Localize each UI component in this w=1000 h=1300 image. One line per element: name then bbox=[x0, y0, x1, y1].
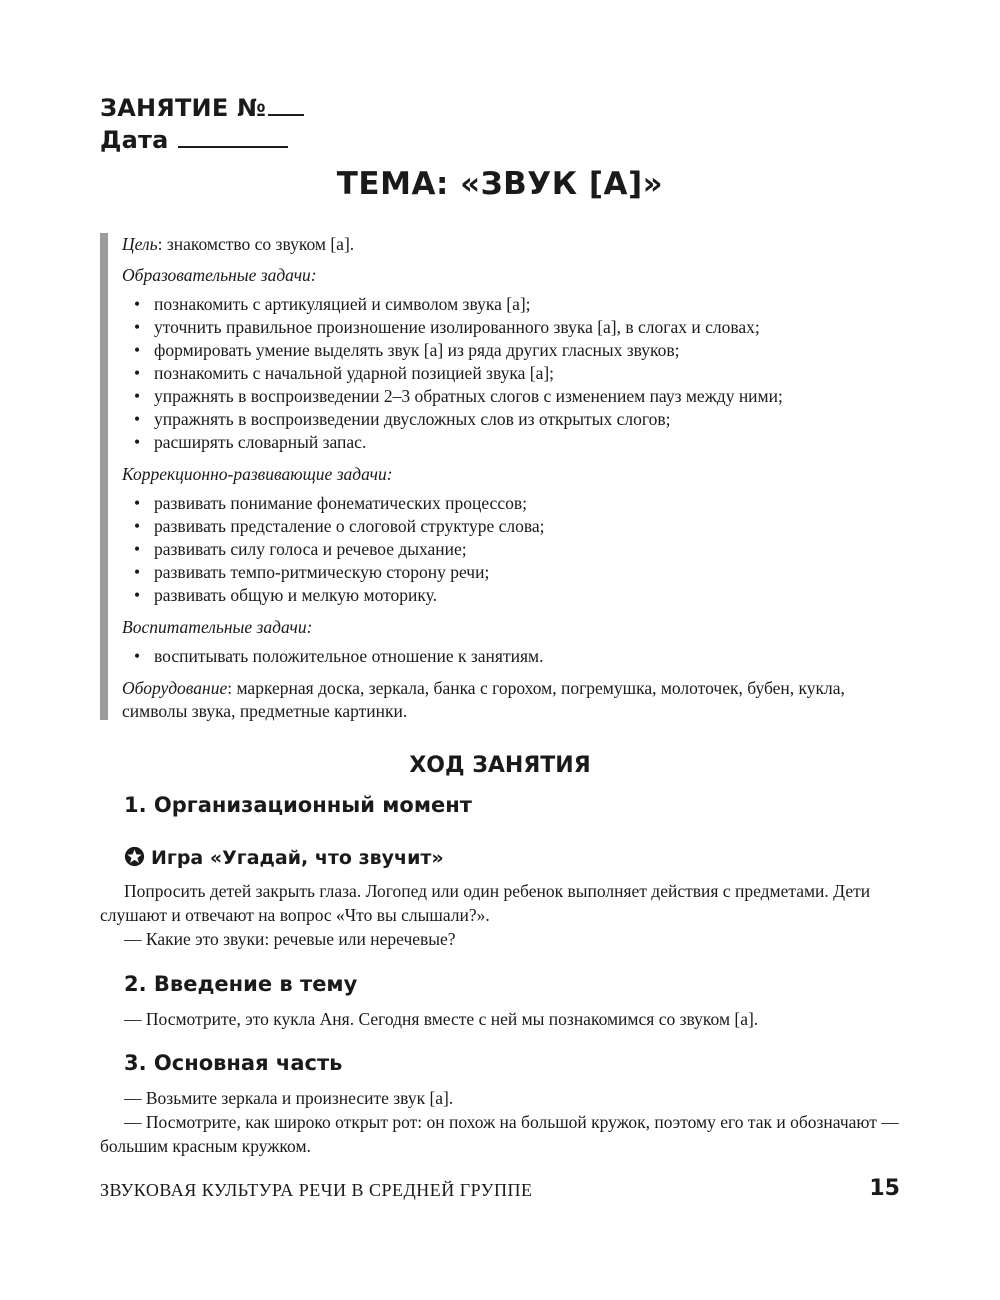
section-1-title: 1. Организационный момент bbox=[124, 793, 472, 817]
lesson-number-line bbox=[100, 92, 304, 124]
topic-title: ТЕМА: «ЗВУК [А]» bbox=[336, 166, 664, 202]
date-line bbox=[100, 124, 304, 156]
equipment-label: Оборудование bbox=[122, 678, 228, 698]
section-2-body bbox=[100, 1007, 900, 1031]
equipment-paragraph bbox=[122, 677, 902, 723]
list-item: • развивать предсталение о слоговой структуре слова; bbox=[134, 516, 545, 536]
section-3-text-2: — Посмотрите, как широко открыт рот: он похож на большой кружок, поэтому его так и обозначают — большим красным кружком. bbox=[100, 1112, 899, 1156]
edu-tasks-list bbox=[122, 293, 902, 454]
course-title: ХОД ЗАНЯТИЯ bbox=[409, 753, 591, 778]
date-blank bbox=[178, 144, 288, 148]
list-item: • развивать общую и мелкую моторику. bbox=[134, 585, 438, 605]
list-item: • познакомить с артикуляцией и символом звука [а]; bbox=[134, 294, 531, 314]
lesson-number-blank bbox=[268, 112, 304, 116]
goal-label: Цель bbox=[122, 234, 158, 254]
goals-box-bar bbox=[100, 233, 108, 720]
lesson-header bbox=[100, 92, 304, 156]
list-item: • расширять словарный запас. bbox=[134, 432, 367, 452]
corr-tasks-title: Коррекционно-развивающие задачи: bbox=[122, 464, 393, 484]
corr-tasks-list bbox=[122, 492, 902, 607]
book-title: ЗВУКОВАЯ КУЛЬТУРА РЕЧИ В СРЕДНЕЙ ГРУППЕ bbox=[100, 1180, 533, 1200]
list-item: • уточнить правильное произношение изолированного звука [а], в слогах и словах; bbox=[134, 317, 760, 337]
page-number: 15 bbox=[869, 1176, 900, 1201]
section-1-text-2: — Какие это звуки: речевые или неречевые? bbox=[124, 929, 456, 949]
game-title-line bbox=[124, 846, 444, 869]
list-item: • формировать умение выделять звук [а] из ряда других гласных звуков; bbox=[134, 340, 680, 360]
equipment-text: : маркерная доска, зеркала, банка с горохом, погремушка, молоточек, бубен, кукла, символы звука, предметные картинки. bbox=[122, 678, 845, 721]
vosp-tasks-title: Воспитательные задачи: bbox=[122, 617, 313, 637]
list-item: • упражнять в воспроизведении 2–3 обратных слогов с изменением пауз между ними; bbox=[134, 386, 783, 406]
goals-box bbox=[100, 233, 900, 720]
section-2-text-1: — Посмотрите, это кукла Аня. Сегодня вместе с ней мы познакомимся со звуком [а]. bbox=[124, 1009, 759, 1029]
goal-paragraph bbox=[122, 233, 902, 256]
section-1-body bbox=[100, 879, 900, 951]
section-3-text-1: — Возьмите зеркала и произнесите звук [а]. bbox=[124, 1088, 454, 1108]
list-item: • воспитывать положительное отношение к занятиям. bbox=[134, 646, 544, 666]
list-item: • развивать понимание фонематических процессов; bbox=[134, 493, 527, 513]
list-item: • развивать темпо-ритмическую сторону речи; bbox=[134, 562, 490, 582]
section-3-title: 3. Основная часть bbox=[124, 1051, 343, 1075]
edu-tasks-title: Образовательные задачи: bbox=[122, 265, 317, 285]
section-1-text-1: Попросить детей закрыть глаза. Логопед или один ребенок выполняет действия с предметами. Дети слушают и отвечают на вопрос «Что вы слышали?». bbox=[100, 881, 871, 925]
goal-text: : знакомство со звуком [а]. bbox=[157, 234, 355, 254]
lesson-label: ЗАНЯТИЕ № bbox=[100, 94, 267, 122]
goals-box-content bbox=[122, 233, 902, 723]
date-label: Дата bbox=[100, 126, 169, 154]
section-2-title: 2. Введение в тему bbox=[124, 972, 358, 996]
list-item: • развивать силу голоса и речевое дыхание; bbox=[134, 539, 467, 559]
vosp-tasks-list bbox=[122, 645, 902, 668]
list-item: • упражнять в воспроизведении двусложных слов из открытых слогов; bbox=[134, 409, 671, 429]
list-item: • познакомить с начальной ударной позицией звука [а]; bbox=[134, 363, 555, 383]
section-3-body bbox=[100, 1086, 900, 1158]
star-icon bbox=[124, 846, 145, 867]
game-title: Игра «Угадай, что звучит» bbox=[151, 847, 444, 869]
